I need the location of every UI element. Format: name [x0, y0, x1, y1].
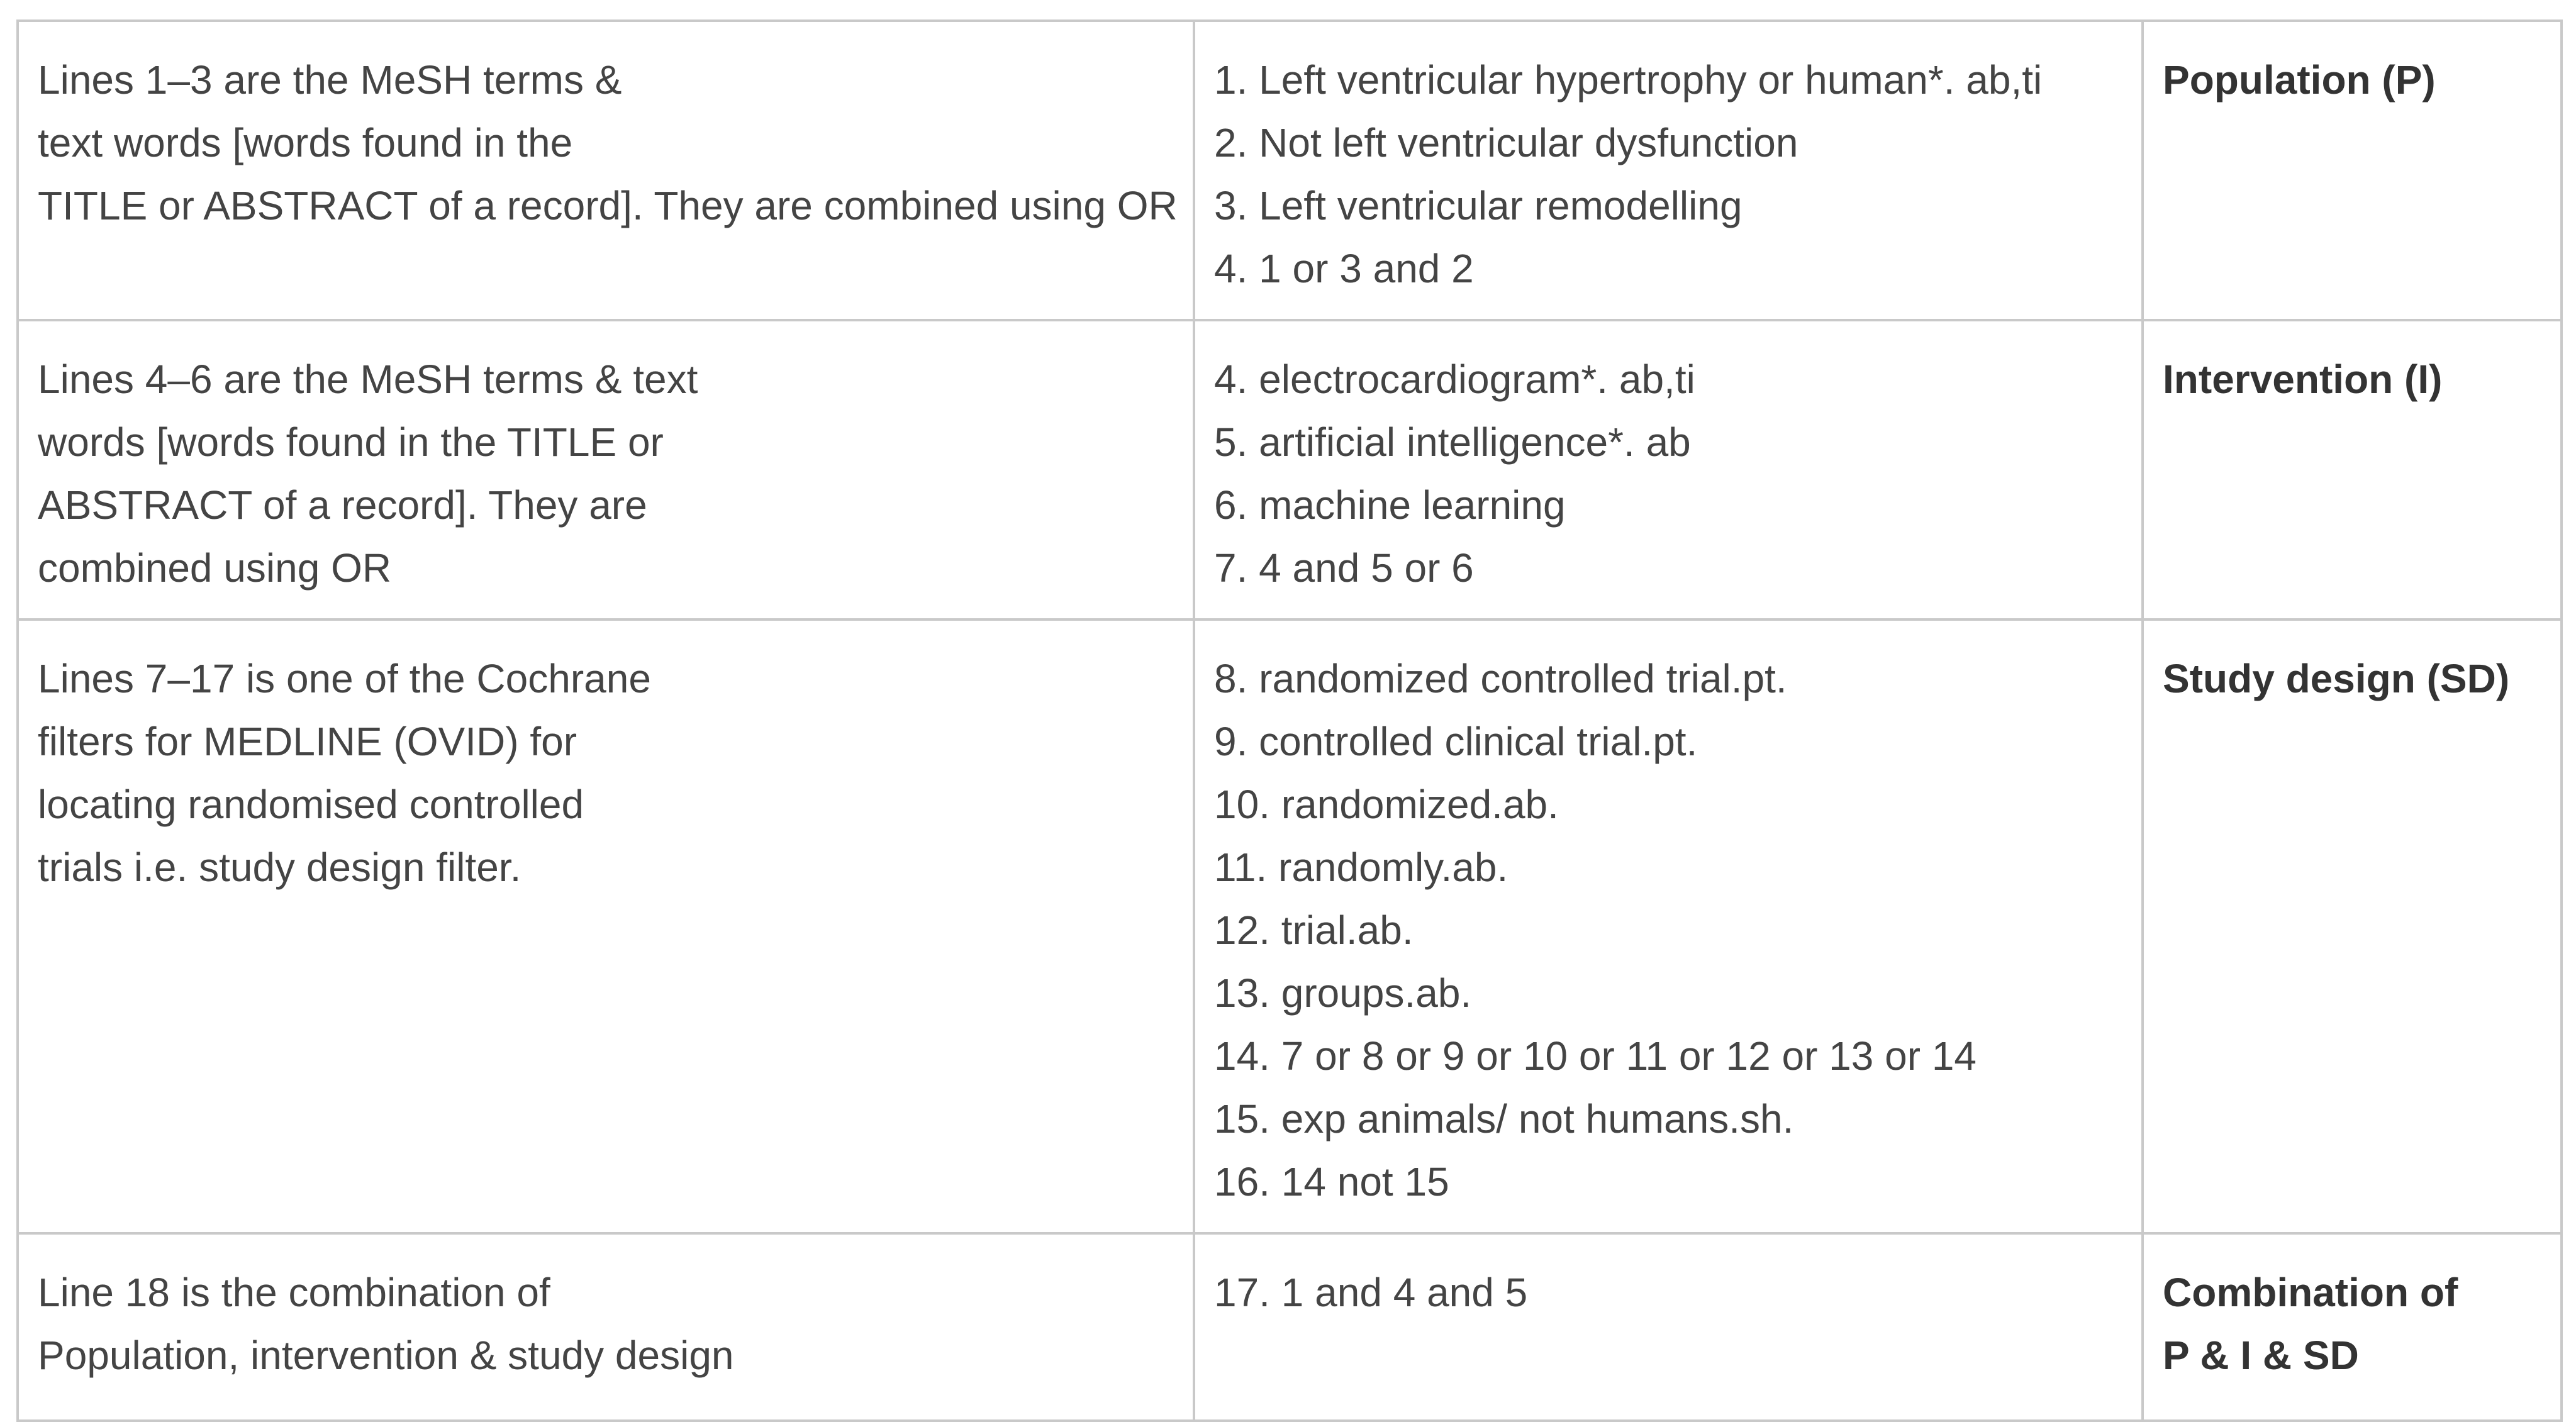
search-line: 11. randomly.ab. [1214, 845, 1508, 890]
description-cell [18, 21, 1194, 320]
category-label: P & I & SD [2163, 1333, 2359, 1378]
search-line: 4. electrocardiogram*. ab,ti [1214, 357, 1695, 402]
description-cell [18, 619, 1194, 1233]
description-line: Lines 1–3 are the MeSH terms & [38, 57, 622, 103]
category-label-cell [2143, 21, 2562, 320]
search-line: 12. trial.ab. [1214, 908, 1413, 953]
search-lines-cell [1194, 619, 2143, 1233]
description-line: TITLE or ABSTRACT of a record]. They are combined using OR [38, 183, 1178, 228]
search-line: 6. machine learning [1214, 482, 1566, 528]
description-line: Lines 7–17 is one of the Cochrane [38, 656, 651, 701]
search-line: 8. randomized controlled trial.pt. [1214, 656, 1787, 701]
search-line: 10. randomized.ab. [1214, 782, 1559, 827]
description-line: locating randomised controlled [38, 782, 584, 827]
search-line: 13. groups.ab. [1214, 970, 1472, 1016]
description-line: combined using OR [38, 545, 392, 591]
description-line: ABSTRACT of a record]. They are [38, 482, 647, 528]
search-line: 2. Not left ventricular dysfunction [1214, 120, 1798, 165]
search-line: 1. Left ventricular hypertrophy or human*. ab,ti [1214, 57, 2043, 103]
category-label-cell [2143, 320, 2562, 619]
search-strategy-table [16, 19, 2563, 1422]
table-row-intervention [18, 320, 2562, 619]
search-line: 9. controlled clinical trial.pt. [1214, 719, 1698, 764]
description-line: filters for MEDLINE (OVID) for [38, 719, 577, 764]
description-line: text words [words found in the [38, 120, 573, 165]
search-line: 3. Left ventricular remodelling [1214, 183, 1742, 228]
table-row-population [18, 21, 2562, 320]
search-line: 14. 7 or 8 or 9 or 10 or 11 or 12 or 13 or 14 [1214, 1033, 1977, 1079]
search-line: 15. exp animals/ not humans.sh. [1214, 1096, 1794, 1141]
description-line: words [words found in the TITLE or [38, 419, 664, 465]
description-line: trials i.e. study design filter. [38, 845, 521, 890]
search-line: 17. 1 and 4 and 5 [1214, 1270, 1528, 1315]
search-lines-cell [1194, 21, 2143, 320]
description-line: Lines 4–6 are the MeSH terms & text [38, 357, 698, 402]
table-row-combination [18, 1233, 2562, 1421]
category-label-cell [2143, 1233, 2562, 1421]
table-row-study-design [18, 619, 2562, 1233]
description-cell [18, 1233, 1194, 1421]
search-line: 4. 1 or 3 and 2 [1214, 246, 1474, 291]
category-label: Study design (SD) [2163, 656, 2510, 701]
description-line: Population, intervention & study design [38, 1333, 734, 1378]
search-line: 7. 4 and 5 or 6 [1214, 545, 1474, 591]
category-label: Intervention (I) [2163, 357, 2443, 402]
category-label: Combination of [2163, 1270, 2458, 1315]
description-cell [18, 320, 1194, 619]
search-lines-cell [1194, 320, 2143, 619]
search-line: 5. artificial intelligence*. ab [1214, 419, 1691, 465]
category-label: Population (P) [2163, 57, 2436, 103]
category-label-cell [2143, 619, 2562, 1233]
search-line: 16. 14 not 15 [1214, 1159, 1449, 1204]
description-line: Line 18 is the combination of [38, 1270, 550, 1315]
search-lines-cell [1194, 1233, 2143, 1421]
